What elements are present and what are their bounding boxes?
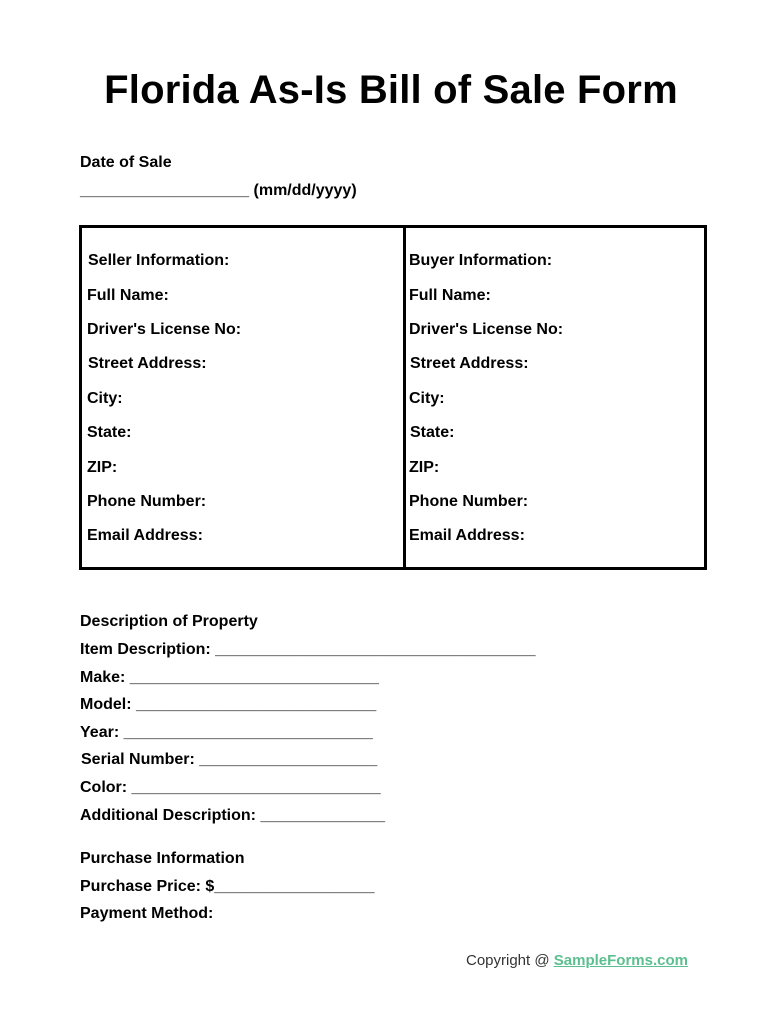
seller-field-city: City: [87,390,123,407]
purchase-heading: Purchase Information [80,850,245,867]
copyright-notice [466,952,688,969]
seller-heading: Seller Information: [88,252,230,269]
seller-field-street: Street Address: [88,355,207,372]
seller-field-zip: ZIP: [87,459,118,476]
party-information-table [79,225,707,570]
seller-field-email: Email Address: [87,527,203,544]
property-model: Model: ___________________________ [80,696,377,713]
buyer-field-license: Driver's License No: [409,321,564,338]
purchase-price: Purchase Price: $__________________ [80,878,375,895]
property-year: Year: ____________________________ [80,724,373,741]
seller-field-full-name: Full Name: [87,287,169,304]
property-heading: Description of Property [80,613,258,630]
property-additional-description: Additional Description: ______________ [80,807,386,824]
seller-field-state: State: [87,424,132,441]
property-make: Make: ____________________________ [80,669,379,686]
buyer-field-email: Email Address: [409,527,525,544]
buyer-field-state: State: [410,424,455,441]
property-serial-number: Serial Number: ____________________ [81,751,378,768]
seller-field-phone: Phone Number: [87,493,207,510]
table-divider [403,228,406,567]
buyer-heading: Buyer Information: [409,252,553,269]
date-of-sale-line: ___________________ (mm/dd/yyyy) [80,182,357,199]
buyer-field-zip: ZIP: [409,459,440,476]
property-color: Color: ____________________________ [80,779,381,796]
buyer-field-full-name: Full Name: [409,287,491,304]
page-title: Florida As-Is Bill of Sale Form [104,68,678,112]
buyer-field-phone: Phone Number: [409,493,529,510]
seller-field-license: Driver's License No: [87,321,242,338]
buyer-field-street: Street Address: [410,355,529,372]
date-of-sale-heading: Date of Sale [80,154,172,171]
payment-method: Payment Method: [80,905,214,922]
buyer-field-city: City: [409,390,445,407]
copyright-prefix: Copyright @ [466,952,554,969]
property-item-description: Item Description: ____________________________________ [80,641,536,658]
copyright-brand-link[interactable]: SampleForms.com [553,952,688,969]
